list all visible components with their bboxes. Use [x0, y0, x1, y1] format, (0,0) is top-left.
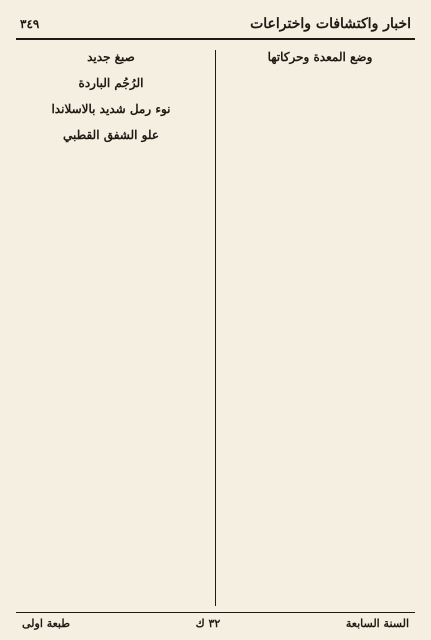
footer-edition: طبعة اولى [22, 617, 70, 630]
heading-stomach-position: وضع المعدة وحركاتها [267, 50, 373, 64]
heading-iceland-sandstorm: نوء رمل شديد بالاسلاندا [51, 102, 171, 116]
right-column [225, 48, 415, 608]
column-divider [215, 50, 216, 606]
page-footer [16, 612, 415, 632]
page-number: ٣٤٩ [20, 17, 40, 31]
running-header [16, 12, 415, 40]
running-title: اخبار واكتشافات واختراعات [250, 16, 411, 32]
heading-new-dye: صبغ جديد [87, 50, 135, 64]
footer-volume: السنة السابعة [345, 617, 409, 630]
two-column-body [16, 40, 415, 608]
heading-cold-meteorites: الرُجُم الباردة [78, 76, 144, 90]
footer-issue: ٣٢ ك [195, 617, 221, 630]
heading-aurora-height: علو الشفق القطبي [63, 128, 159, 142]
left-column [16, 48, 206, 608]
